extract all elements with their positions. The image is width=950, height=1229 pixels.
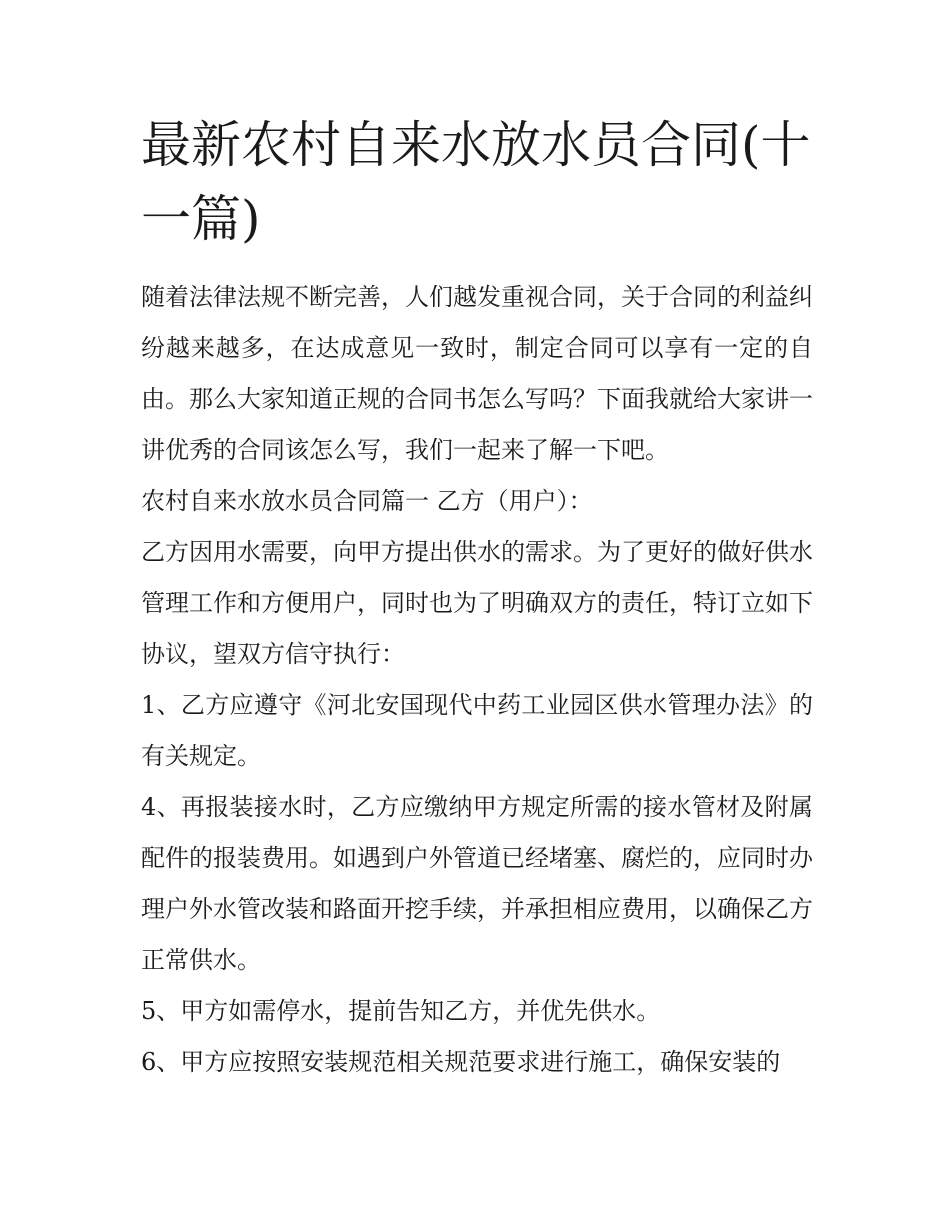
section-heading: 农村自来水放水员合同篇一 乙方（用户）：: [141, 487, 593, 515]
clause-1: 1、乙方应遵守《河北安国现代中药工业园区供水管理办法》的有关规定。: [141, 691, 813, 770]
clause-6: 6、甲方应按照安装规范相关规范要求进行施工，确保安装的: [141, 1048, 781, 1076]
document-title: 最新农村自来水放水员合同(十一篇): [141, 116, 811, 248]
clause-4: 4、再报装接水时，乙方应缴纳甲方规定所需的接水管材及附属配件的报装费用。如遇到户外管道已经堵塞、腐烂的，应同时办理户外水管改装和路面开挖手续，并承担相应费用，以确保乙方正常供水。: [141, 793, 813, 974]
clause-5: 5、甲方如需停水，提前告知乙方，并优先供水。: [141, 997, 661, 1025]
document-body: [141, 108, 813, 1088]
contract-preamble: 乙方因用水需要，向甲方提出供水的需求。为了更好的做好供水管理工作和方便用户，同时也为了明确双方的责任，特订立如下协议，望双方信守执行：: [141, 538, 813, 668]
intro-paragraph: 随着法律法规不断完善，人们越发重视合同，关于合同的利益纠纷越来越多，在达成意见一致时，制定合同可以享有一定的自由。那么大家知道正规的合同书怎么写吗？下面我就给大家讲一讲优秀的合同该怎么写，我们一起来了解一下吧。: [141, 283, 813, 464]
